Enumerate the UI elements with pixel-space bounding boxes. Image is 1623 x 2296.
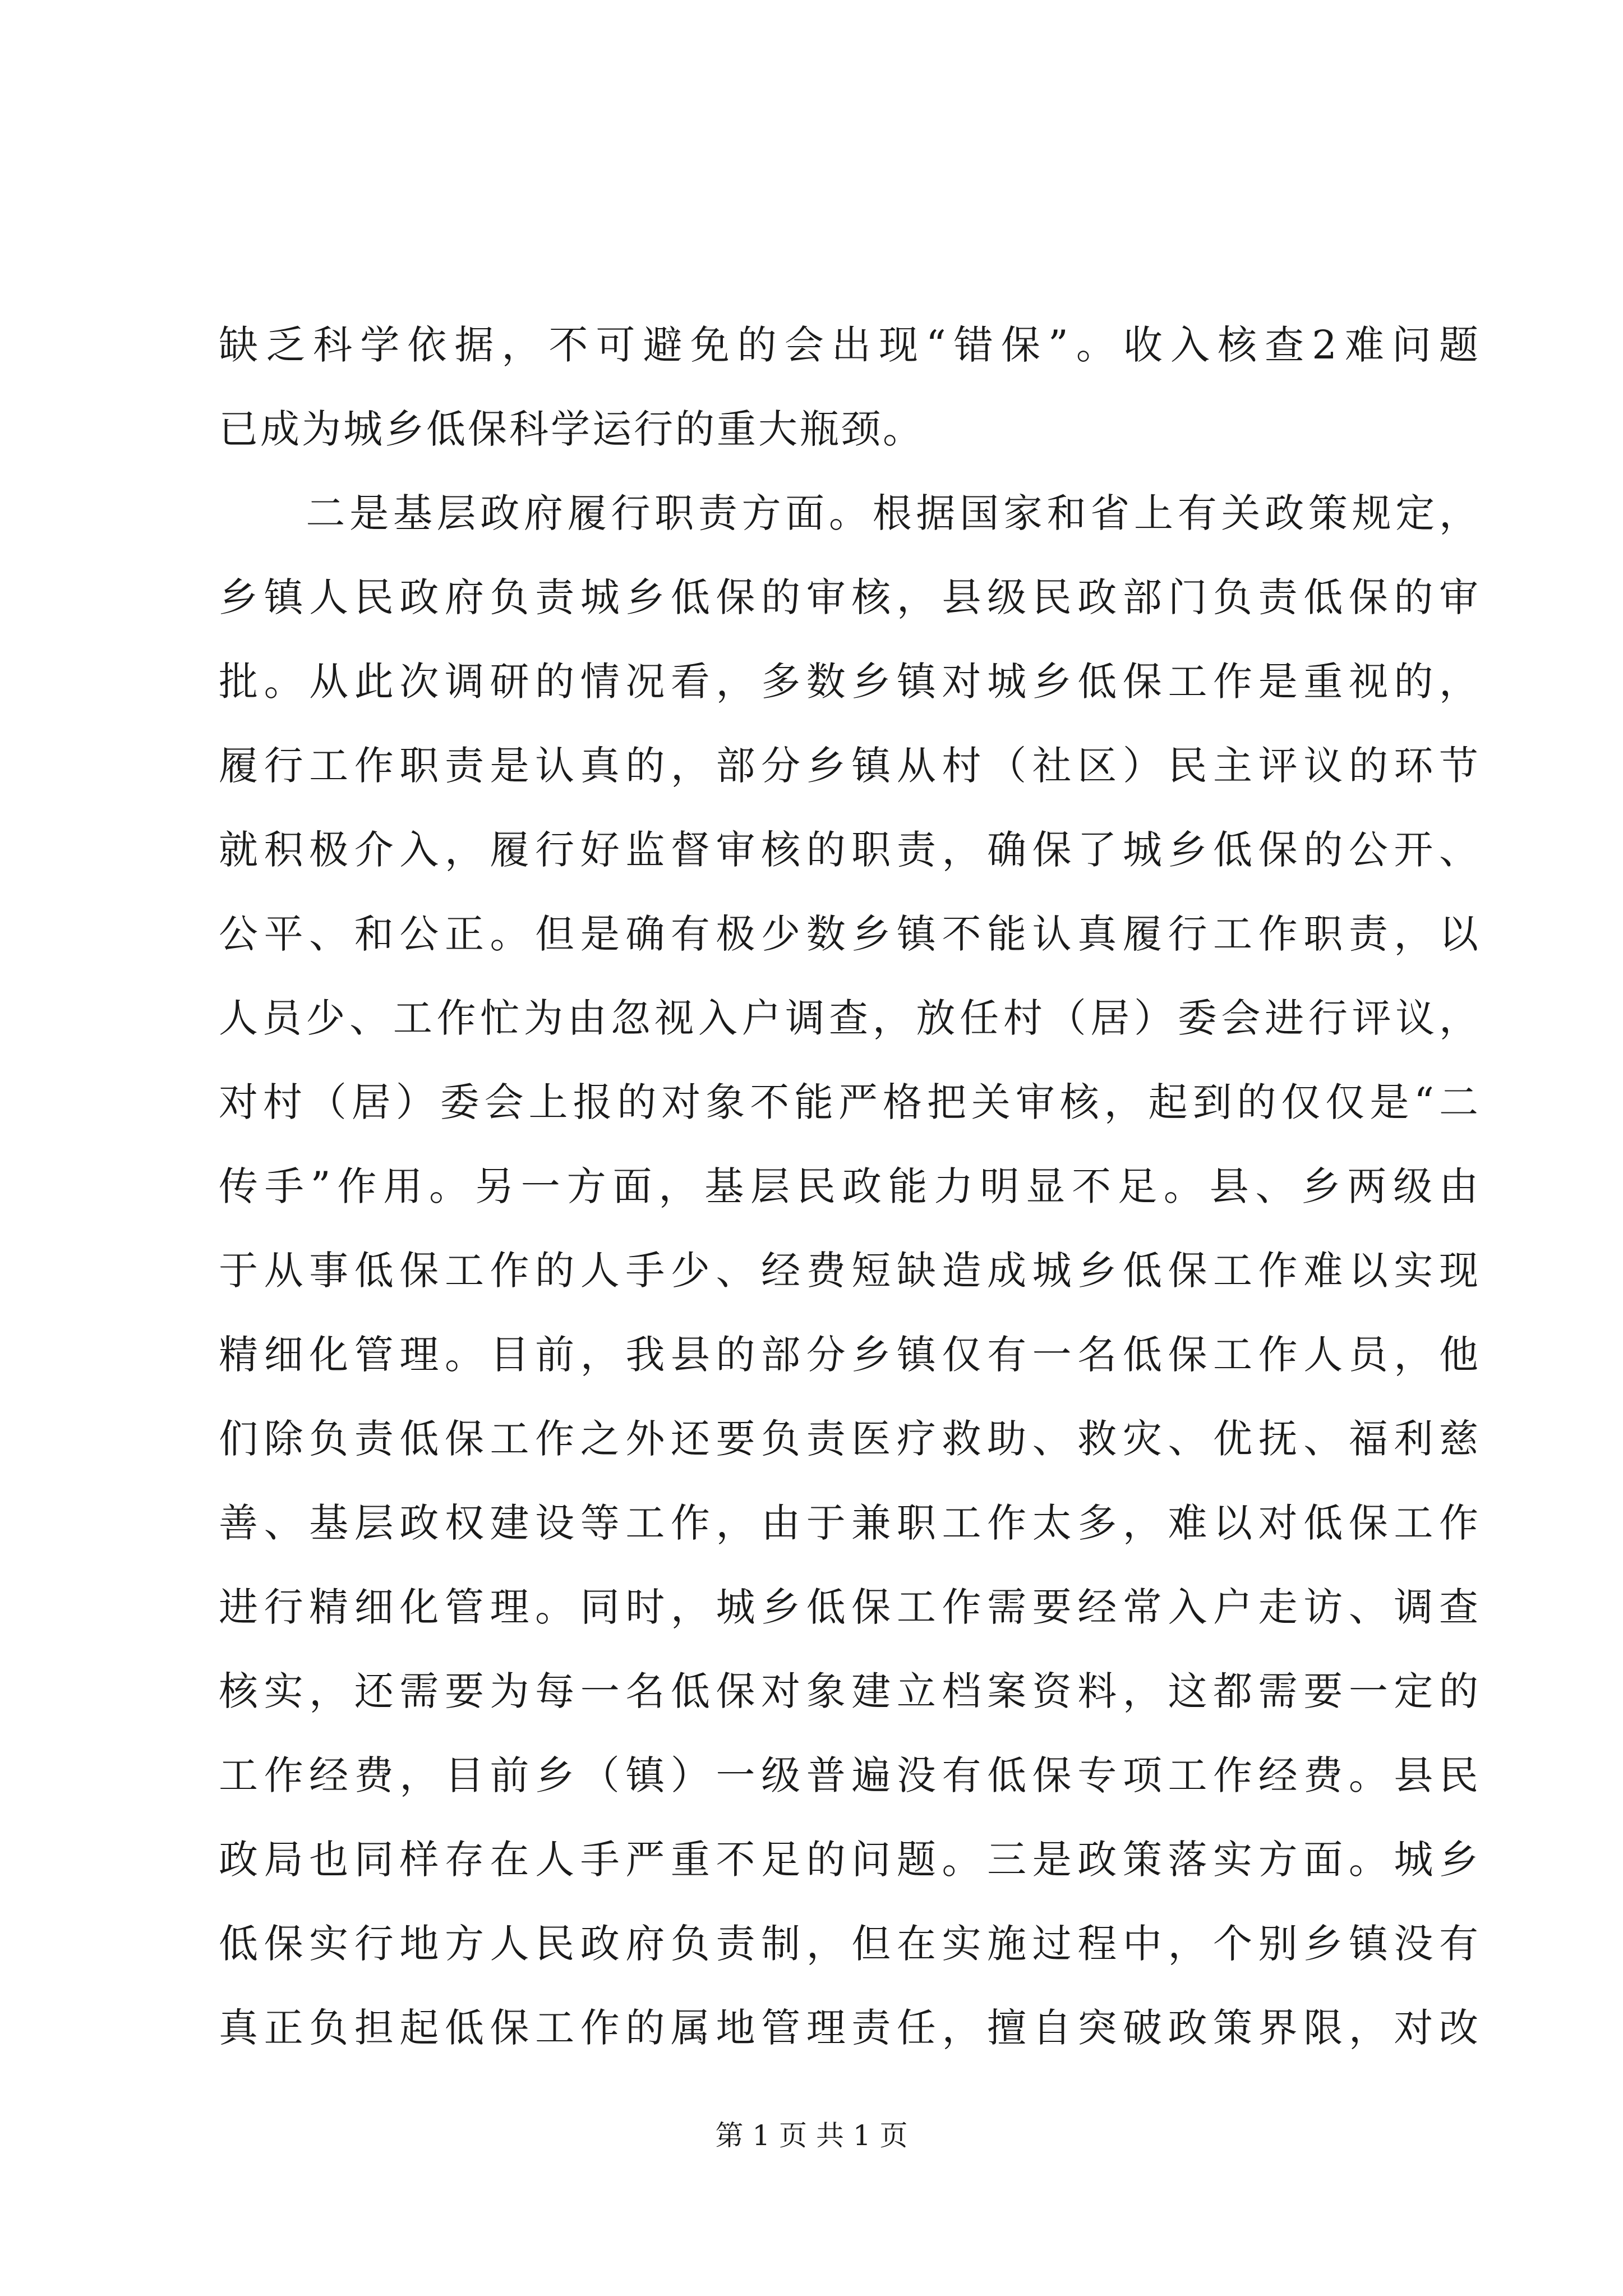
text-line: 们除负责低保工作之外还要负责医疗救助、救灾、优抚、福利慈 — [219, 1416, 1481, 1462]
text-line: 公平、和公正。但是确有极少数乡镇不能认真履行工作职责，以 — [219, 911, 1481, 957]
text-line: 进行精细化管理。同时，城乡低保工作需要经常入户走访、调查 — [219, 1584, 1481, 1630]
text-line: 政局也同样存在人手严重不足的问题。三是政策落实方面。城乡 — [219, 1837, 1481, 1883]
text-line: 二是基层政府履行职责方面。根据国家和省上有关政策规定， — [219, 490, 1481, 536]
text-line: 人员少、工作忙为由忽视入户调查，放任村（居）委会进行评议， — [219, 995, 1481, 1041]
text-line: 缺乏科学依据，不可避免的会出现“错保”。收入核查2难问题 — [219, 322, 1481, 368]
text-line: 已成为城乡低保科学运行的重大瓶颈。 — [219, 406, 924, 452]
document-body — [219, 303, 1481, 2070]
text-line: 核实，还需要为每一名低保对象建立档案资料，这都需要一定的 — [219, 1668, 1481, 1714]
text-line: 于从事低保工作的人手少、经费短缺造成城乡低保工作难以实现 — [219, 1248, 1481, 1294]
text-line: 真正负担起低保工作的属地管理责任，擅自突破政策界限，对改 — [219, 2005, 1481, 2051]
text-line: 批。从此次调研的情况看，多数乡镇对城乡低保工作是重视的， — [219, 659, 1481, 705]
text-line: 就积极介入，履行好监督审核的职责，确保了城乡低保的公开、 — [219, 827, 1481, 873]
text-line: 对村（居）委会上报的对象不能严格把关审核，起到的仅仅是“二 — [219, 1079, 1481, 1125]
text-line: 工作经费，目前乡（镇）一级普遍没有低保专项工作经费。县民 — [219, 1752, 1481, 1798]
text-line: 低保实行地方人民政府负责制，但在实施过程中，个别乡镇没有 — [219, 1921, 1481, 1967]
page-number-label: 第 1 页 共 1 页 — [715, 2119, 908, 2152]
text-line: 履行工作职责是认真的，部分乡镇从村（社区）民主评议的环节 — [219, 743, 1481, 789]
text-line: 善、基层政权建设等工作，由于兼职工作太多，难以对低保工作 — [219, 1500, 1481, 1546]
text-line: 精细化管理。目前，我县的部分乡镇仅有一名低保工作人员，他 — [219, 1332, 1481, 1378]
text-line: 传手”作用。另一方面，基层民政能力明显不足。县、乡两级由 — [219, 1163, 1481, 1209]
text-line: 乡镇人民政府负责城乡低保的审核，县级民政部门负责低保的审 — [219, 574, 1481, 620]
page-footer — [0, 2116, 1623, 2155]
